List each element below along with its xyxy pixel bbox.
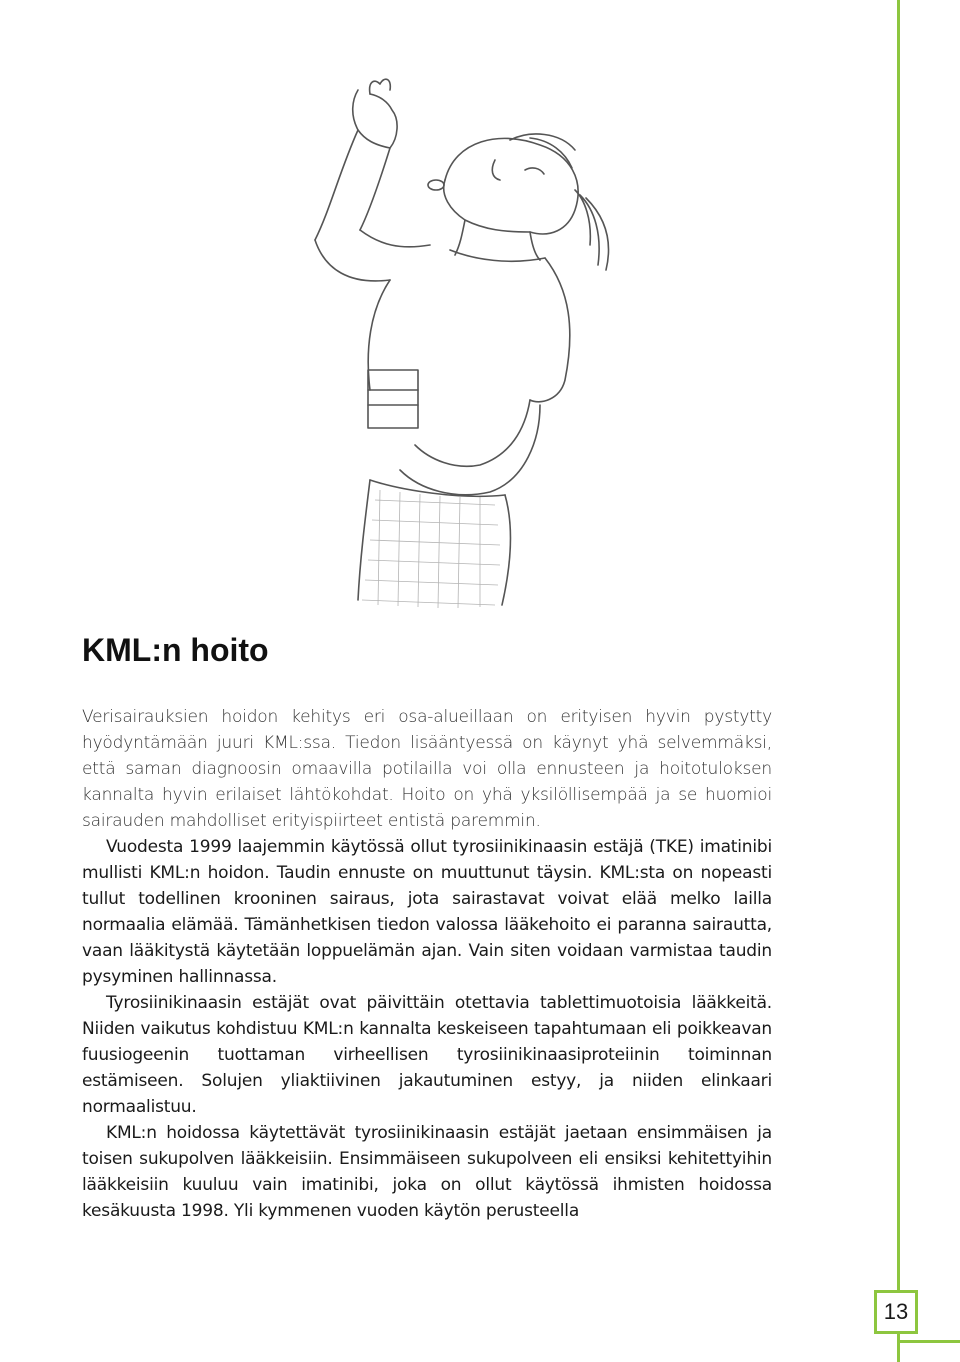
- page-number-rule: [897, 1340, 960, 1343]
- page-number-box: [882, 1298, 910, 1326]
- paragraph-1: Verisairauksien hoidon kehitys eri osa-alueillaan on erityisen hyvin pystytty hyödyntämään juuri KML:ssa. Tiedon lisääntyessä on käynyt yhä selvemmäksi, että saman diagnoosin omaavilla potilailla voi olla ennusteen ja hoitotuloksen kannalta hyvin erilaiset lähtökohdat. Hoito on yhä yksilöllisempää ja se huomioi sairauden mahdolliset erityispiirteet entistä paremmin.: [82, 707, 772, 831]
- body-text: [82, 704, 772, 1224]
- paragraph-2: Vuodesta 1999 laajemmin käytössä ollut tyrosiinikinaasin estäjä (TKE) imatinibi mullisti KML:n hoidon. Taudin ennuste on muuttunut täysin. KML:sta on nopeasti tullut todellinen krooninen sairaus, jota sairastavat voivat elää melko lailla normaalia elämää. Tämänhetkisen tiedon valossa lääkehoito ei paranna sairautta, vaan lääkitystä käytetään loppuelämän ajan. Vain siten voidaan varmistaa taudin pysyminen hallinnassa.: [82, 837, 772, 987]
- page-margin-rule: [897, 0, 900, 1362]
- pencil-sketch-illustration: [240, 60, 640, 620]
- page-number: 13: [883, 1299, 909, 1324]
- paragraph-3: Tyrosiinikinaasin estäjät ovat päivittäin otettavia tablettimuotoisia lääkkeitä. Niiden vaikutus kohdistuu KML:n kannalta keskeiseen tapahtumaan eli poikkeavan fuusiogeenin tuottaman virheellisen tyrosiinikinaasiproteiinin toiminnan estämiseen. Solujen yliaktiivinen jakautuminen estyy, ja niiden elinkaari normaalistuu.: [82, 993, 772, 1117]
- section-heading: KML:n hoito: [82, 632, 269, 668]
- page-number-badge: [874, 1290, 918, 1334]
- paragraph-4: KML:n hoidossa käytettävät tyrosiinikinaasin estäjät jaetaan ensimmäisen ja toisen sukupolven lääkkeisiin. Ensimmäiseen sukupolveen eli ensiksi kehitettyihin lääkkeisiin kuuluu vain imatinibi, joka on ollut käytössä ihmisten hoidossa kesäkuusta 1998. Yli kymmenen vuoden käytön perusteella: [82, 1123, 772, 1221]
